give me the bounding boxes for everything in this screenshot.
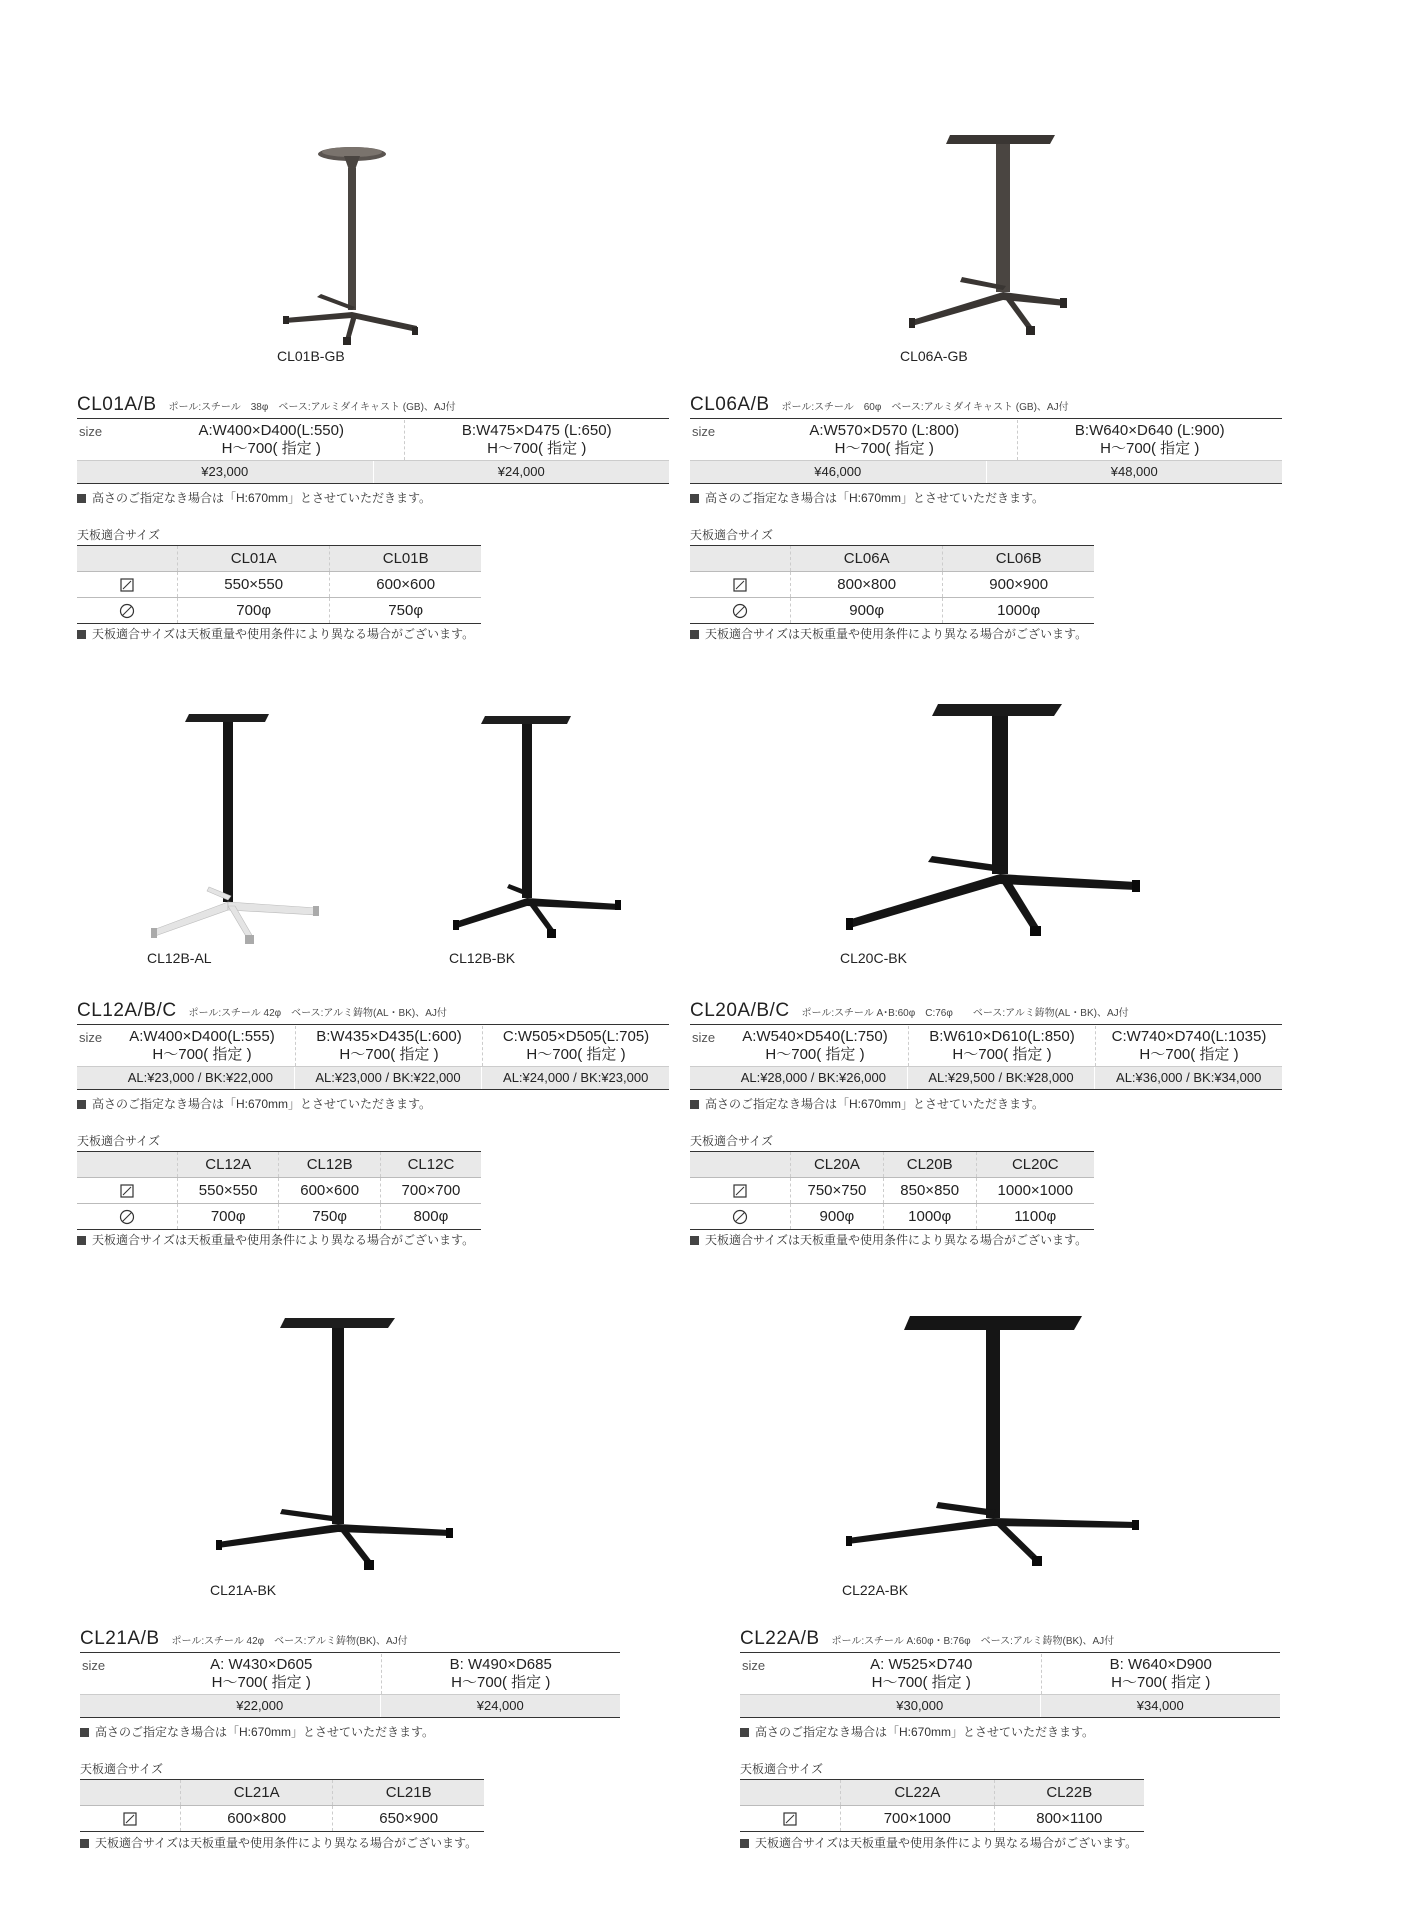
size-label: size bbox=[742, 1658, 766, 1673]
square-top-icon bbox=[122, 1811, 138, 1827]
price-a: AL:¥28,000 / BK:¥26,000 bbox=[740, 1070, 886, 1085]
price-b: AL:¥23,000 / BK:¥22,000 bbox=[294, 1067, 482, 1089]
product-cl22 bbox=[740, 1310, 1280, 1850]
round-top-icon bbox=[732, 1209, 748, 1225]
model-name: CL06A/B bbox=[690, 394, 770, 415]
model-spec: ポール:スチール 38φ ベース:アルミダイキャスト (GB)、AJ付 bbox=[168, 402, 456, 413]
height-note: 高さのご指定なき場合は「H:670mm」とさせていただきます。 bbox=[77, 489, 431, 506]
model-name: CL21A/B bbox=[80, 1628, 160, 1649]
price-a: AL:¥23,000 / BK:¥22,000 bbox=[127, 1070, 273, 1085]
fit-table: CL12A CL12B CL12C 550×550 600×600 700×700 700φ 750φ 800φ bbox=[77, 1151, 481, 1230]
size-label: size bbox=[79, 424, 103, 439]
table-base-photo-cl06a-gb bbox=[900, 130, 1070, 345]
product-header bbox=[80, 1626, 620, 1653]
bullet-square-icon bbox=[77, 494, 86, 503]
product-cl01 bbox=[77, 130, 669, 650]
height-note: 高さのご指定なき場合は「H:670mm」とさせていただきます。 bbox=[740, 1723, 1094, 1740]
fit-note: 天板適合サイズは天板重量や使用条件により異なる場合がございます。 bbox=[740, 1834, 1137, 1851]
product-header bbox=[690, 392, 1282, 419]
fit-title: 天板適合サイズ bbox=[77, 528, 161, 542]
product-header bbox=[690, 998, 1282, 1025]
price-a: ¥23,000 bbox=[201, 464, 249, 479]
size-cell-b: B:W610×D610(L:850) H〜700( 指定 ) bbox=[908, 1026, 1095, 1066]
price-row bbox=[690, 1067, 1282, 1090]
size-cell-a: A:W400×D400(L:550) H〜700( 指定 ) bbox=[198, 422, 344, 457]
price-b: AL:¥29,500 / BK:¥28,000 bbox=[907, 1067, 1095, 1089]
size-row bbox=[690, 420, 1282, 461]
model-spec: ポール:スチール A･B:60φ C:76φ ベース:アルミ鋳物(AL・BK)、AJ付 bbox=[801, 1008, 1129, 1019]
product-cl21 bbox=[80, 1310, 620, 1850]
table-base-photo-cl01b-gb bbox=[277, 140, 427, 350]
product-cl20 bbox=[690, 700, 1282, 1270]
price-b: ¥24,000 bbox=[373, 461, 670, 483]
height-note: 高さのご指定なき場合は「H:670mm」とさせていただきます。 bbox=[80, 1723, 434, 1740]
size-row bbox=[77, 1026, 669, 1067]
bullet-square-icon bbox=[80, 1839, 89, 1848]
size-cell-a: A:W540×D540(L:750) H〜700( 指定 ) bbox=[742, 1028, 888, 1063]
height-note: 高さのご指定なき場合は「H:670mm」とさせていただきます。 bbox=[690, 489, 1044, 506]
table-base-photo-cl12b-al bbox=[147, 710, 327, 950]
product-header bbox=[77, 392, 669, 419]
photo-label: CL01B-GB bbox=[277, 348, 345, 364]
height-note: 高さのご指定なき場合は「H:670mm」とさせていただきます。 bbox=[690, 1095, 1044, 1112]
size-label: size bbox=[692, 1030, 716, 1045]
price-b: ¥34,000 bbox=[1040, 1695, 1281, 1717]
bullet-square-icon bbox=[690, 1100, 699, 1109]
round-top-icon bbox=[119, 1209, 135, 1225]
table-base-photo-cl22a-bk bbox=[840, 1310, 1150, 1580]
square-top-icon bbox=[119, 1183, 135, 1199]
price-row bbox=[77, 461, 669, 484]
fit-table: CL20A CL20B CL20C 750×750 850×850 1000×1000 900φ 1000φ 1100φ bbox=[690, 1151, 1094, 1230]
photo-label: CL12B-BK bbox=[449, 950, 516, 966]
size-cell-a: A: W430×D605 H〜700( 指定 ) bbox=[210, 1656, 313, 1691]
bullet-square-icon bbox=[77, 1100, 86, 1109]
fit-table: CL06A CL06B 800×800 900×900 900φ 1000φ bbox=[690, 545, 1094, 624]
price-b: ¥24,000 bbox=[380, 1695, 621, 1717]
price-row bbox=[690, 461, 1282, 484]
photo-label: CL20C-BK bbox=[840, 950, 907, 966]
bullet-square-icon bbox=[77, 630, 86, 639]
fit-table: CL22A CL22B 700×1000 800×1100 bbox=[740, 1779, 1144, 1832]
size-row bbox=[80, 1654, 620, 1695]
fit-note: 天板適合サイズは天板重量や使用条件により異なる場合がございます。 bbox=[690, 625, 1087, 642]
square-top-icon bbox=[732, 1183, 748, 1199]
table-base-photo-cl21a-bk bbox=[210, 1310, 460, 1580]
price-a: ¥46,000 bbox=[814, 464, 862, 479]
size-row bbox=[740, 1654, 1280, 1695]
size-label: size bbox=[79, 1030, 103, 1045]
table-base-photo-cl20c-bk bbox=[840, 700, 1150, 950]
size-cell-c: C:W740×D740(L:1035) H〜700( 指定 ) bbox=[1095, 1026, 1282, 1066]
size-cell-b: B: W640×D900 H〜700( 指定 ) bbox=[1041, 1654, 1281, 1694]
fit-title: 天板適合サイズ bbox=[77, 1134, 161, 1148]
size-cell-b: B:W475×D475 (L:650) H〜700( 指定 ) bbox=[404, 420, 670, 460]
bullet-square-icon bbox=[690, 494, 699, 503]
price-b: ¥48,000 bbox=[986, 461, 1283, 483]
price-a: ¥30,000 bbox=[896, 1698, 944, 1713]
price-row bbox=[77, 1067, 669, 1090]
model-spec: ポール:スチール 42φ ベース:アルミ鋳物(AL・BK)、AJ付 bbox=[188, 1008, 447, 1019]
size-cell-a: A: W525×D740 H〜700( 指定 ) bbox=[870, 1656, 973, 1691]
fit-note: 天板適合サイズは天板重量や使用条件により異なる場合がございます。 bbox=[690, 1231, 1087, 1248]
square-top-icon bbox=[732, 577, 748, 593]
model-spec: ポール:スチール 42φ ベース:アルミ鋳物(BK)、AJ付 bbox=[171, 1636, 408, 1647]
model-name: CL12A/B/C bbox=[77, 1000, 177, 1021]
size-cell-a: A:W570×D570 (L:800) H〜700( 指定 ) bbox=[809, 422, 960, 457]
product-header bbox=[740, 1626, 1280, 1653]
bullet-square-icon bbox=[740, 1728, 749, 1737]
model-spec: ポール:スチール A:60φ・B:76φ ベース:アルミ鋳物(BK)、AJ付 bbox=[831, 1636, 1115, 1647]
fit-note: 天板適合サイズは天板重量や使用条件により異なる場合がございます。 bbox=[80, 1834, 477, 1851]
size-cell-b: B: W490×D685 H〜700( 指定 ) bbox=[381, 1654, 621, 1694]
price-row bbox=[740, 1695, 1280, 1718]
photo-label: CL06A-GB bbox=[900, 348, 968, 364]
round-top-icon bbox=[119, 603, 135, 619]
fit-note: 天板適合サイズは天板重量や使用条件により異なる場合がございます。 bbox=[77, 1231, 474, 1248]
square-top-icon bbox=[119, 577, 135, 593]
size-cell-a: A:W400×D400(L:555) H〜700( 指定 ) bbox=[129, 1028, 275, 1063]
fit-title: 天板適合サイズ bbox=[80, 1762, 164, 1776]
bullet-square-icon bbox=[77, 1236, 86, 1245]
photo-label: CL12B-AL bbox=[147, 950, 212, 966]
bullet-square-icon bbox=[690, 1236, 699, 1245]
bullet-square-icon bbox=[740, 1839, 749, 1848]
fit-table: CL01A CL01B 550×550 600×600 700φ 750φ bbox=[77, 545, 481, 624]
table-base-photo-cl12b-bk bbox=[449, 710, 629, 950]
model-name: CL20A/B/C bbox=[690, 1000, 790, 1021]
photo-label: CL22A-BK bbox=[842, 1582, 909, 1598]
fit-title: 天板適合サイズ bbox=[690, 1134, 774, 1148]
fit-title: 天板適合サイズ bbox=[740, 1762, 824, 1776]
fit-table: CL21A CL21B 600×800 650×900 bbox=[80, 1779, 484, 1832]
product-cl12 bbox=[77, 700, 669, 1270]
size-label: size bbox=[692, 424, 716, 439]
fit-note: 天板適合サイズは天板重量や使用条件により異なる場合がございます。 bbox=[77, 625, 474, 642]
model-name: CL22A/B bbox=[740, 1628, 820, 1649]
price-a: ¥22,000 bbox=[236, 1698, 284, 1713]
product-cl06 bbox=[690, 130, 1282, 650]
price-c: AL:¥36,000 / BK:¥34,000 bbox=[1094, 1067, 1282, 1089]
price-row bbox=[80, 1695, 620, 1718]
model-spec: ポール:スチール 60φ ベース:アルミダイキャスト (GB)、AJ付 bbox=[781, 402, 1069, 413]
product-header bbox=[77, 998, 669, 1025]
fit-title: 天板適合サイズ bbox=[690, 528, 774, 542]
height-note: 高さのご指定なき場合は「H:670mm」とさせていただきます。 bbox=[77, 1095, 431, 1112]
bullet-square-icon bbox=[80, 1728, 89, 1737]
round-top-icon bbox=[732, 603, 748, 619]
model-name: CL01A/B bbox=[77, 394, 157, 415]
photo-label: CL21A-BK bbox=[210, 1582, 277, 1598]
size-row bbox=[77, 420, 669, 461]
price-c: AL:¥24,000 / BK:¥23,000 bbox=[481, 1067, 669, 1089]
size-label: size bbox=[82, 1658, 106, 1673]
square-top-icon bbox=[782, 1811, 798, 1827]
bullet-square-icon bbox=[690, 630, 699, 639]
size-row bbox=[690, 1026, 1282, 1067]
size-cell-c: C:W505×D505(L:705) H〜700( 指定 ) bbox=[482, 1026, 669, 1066]
size-cell-b: B:W435×D435(L:600) H〜700( 指定 ) bbox=[295, 1026, 482, 1066]
size-cell-b: B:W640×D640 (L:900) H〜700( 指定 ) bbox=[1017, 420, 1283, 460]
